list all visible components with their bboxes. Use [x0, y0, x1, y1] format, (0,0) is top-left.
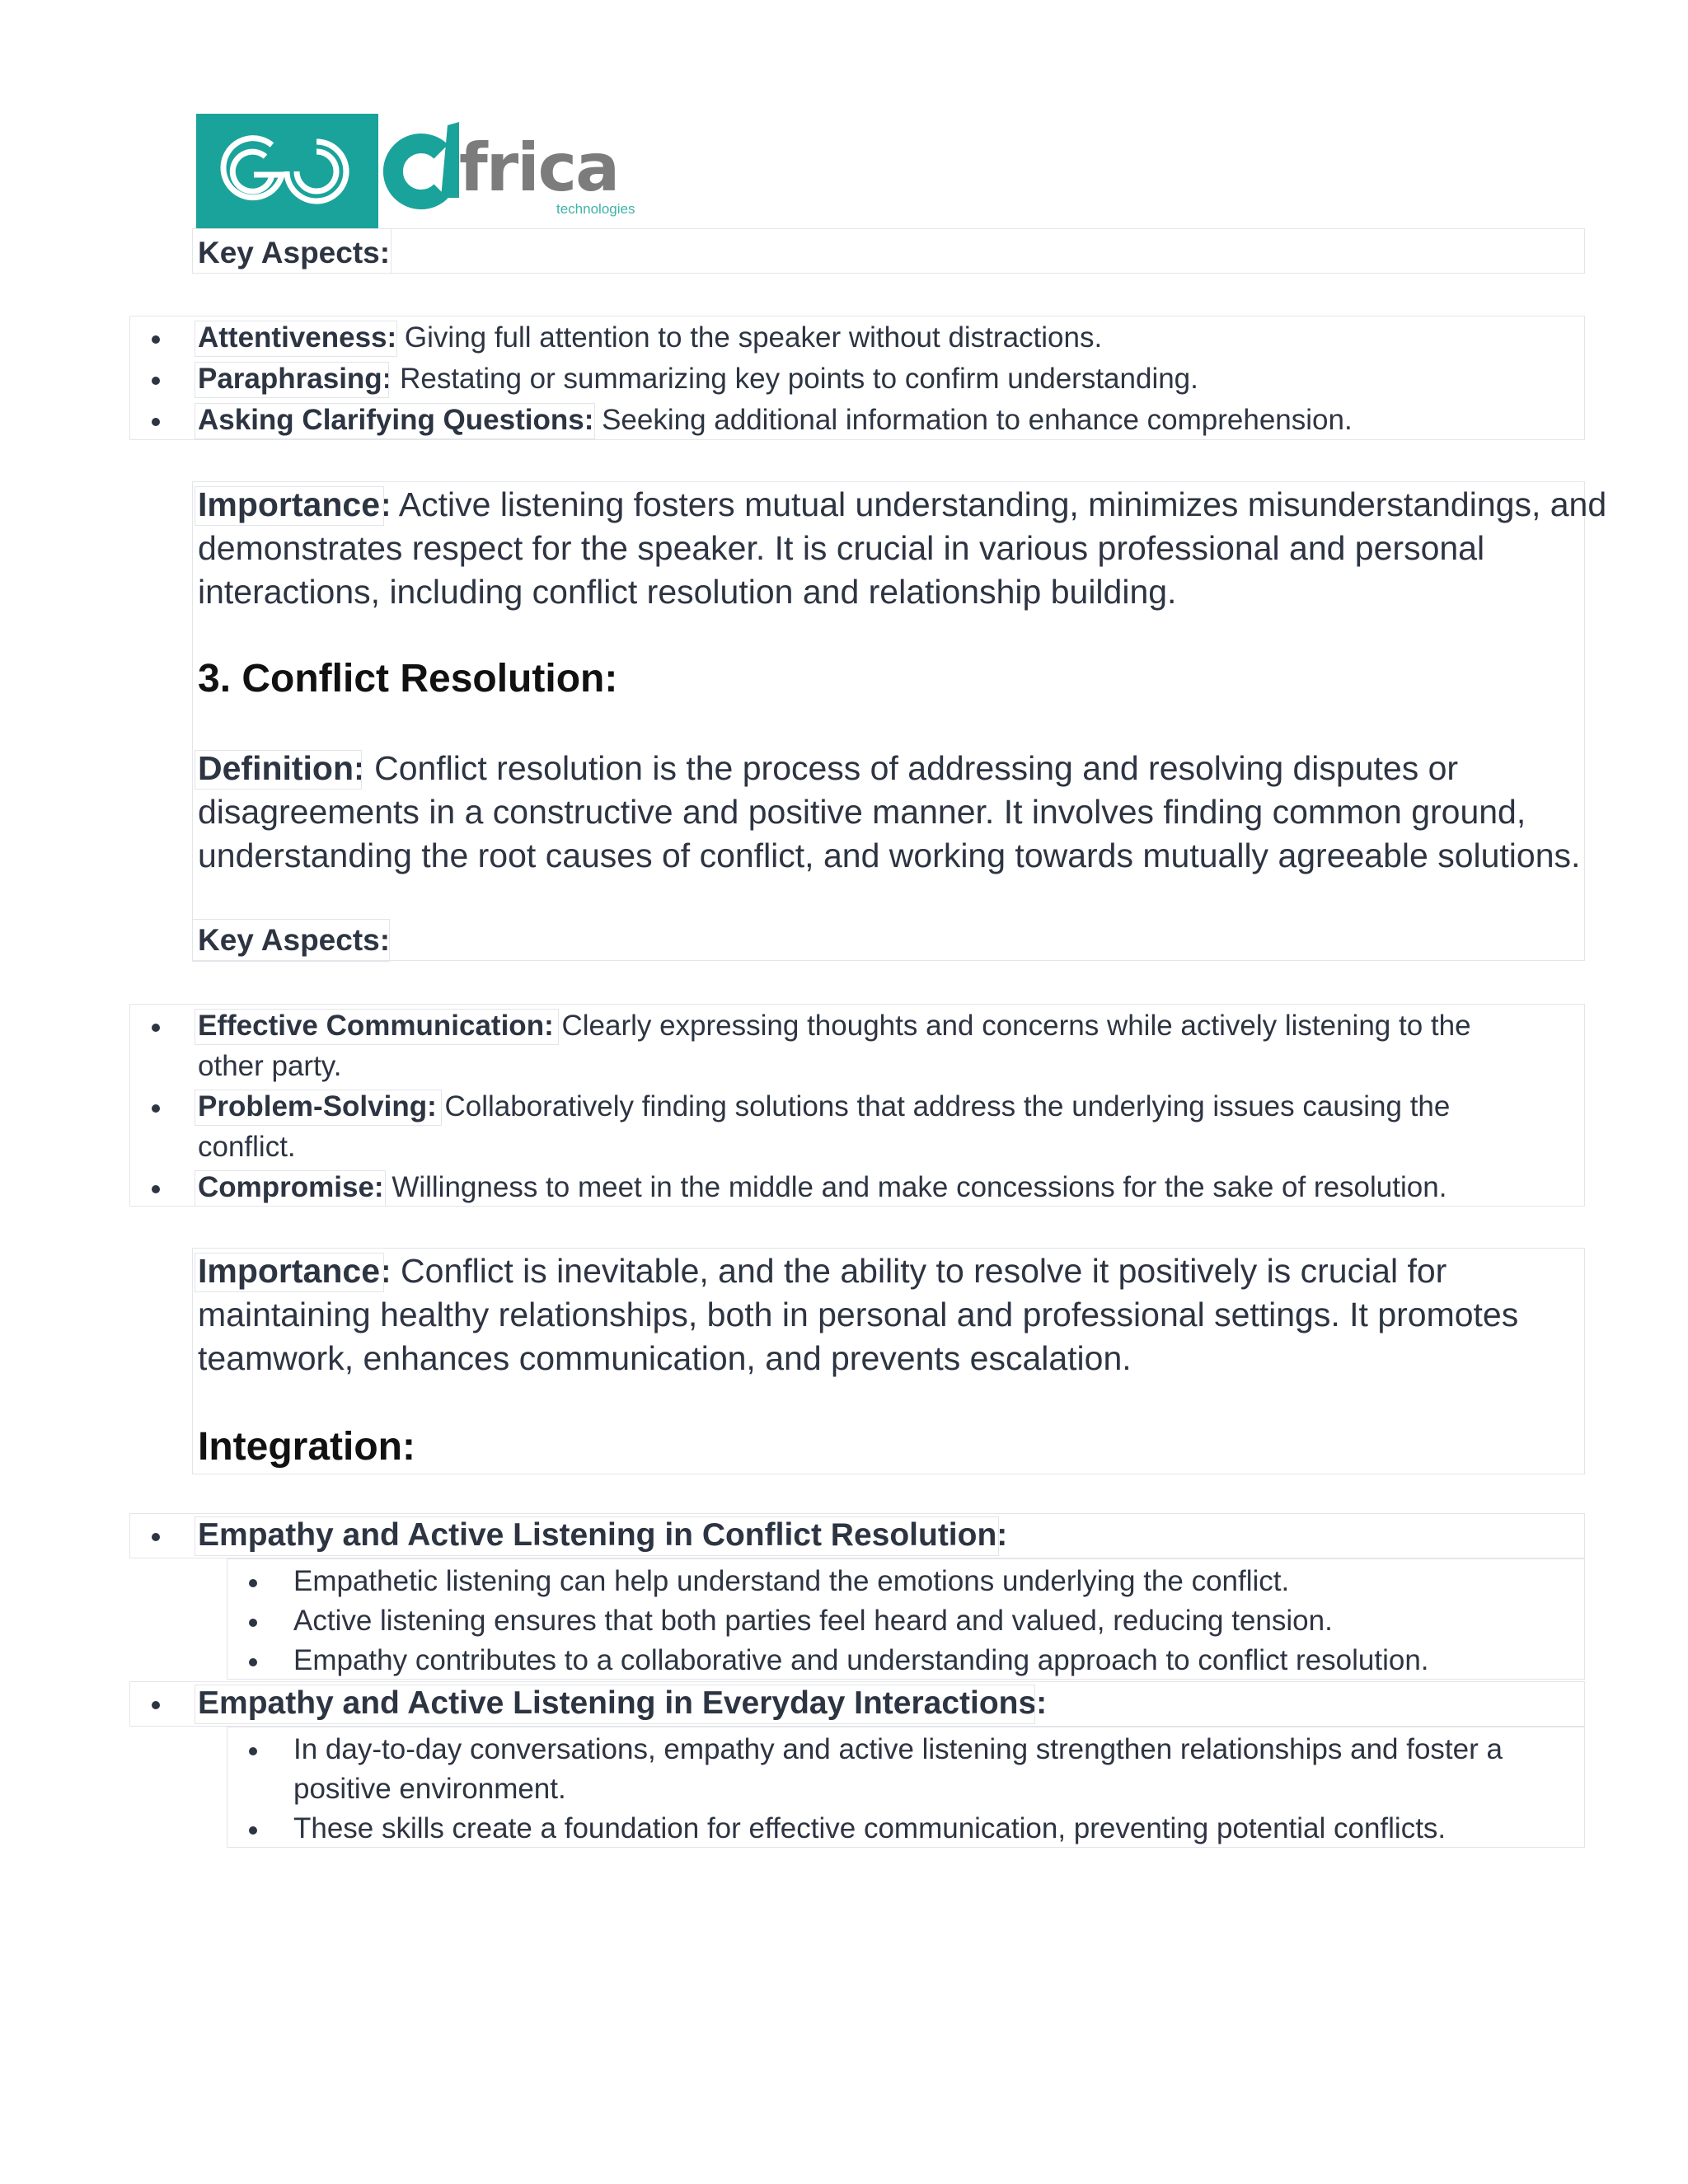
- sub-list-item: positive environment.: [293, 1773, 566, 1805]
- bullet-icon: [152, 335, 160, 344]
- integration-item-title: Empathy and Active Listening in Conflict Resolution:: [198, 1517, 1008, 1553]
- logo-go-mark: [196, 114, 378, 229]
- bullet-icon: [249, 1619, 257, 1627]
- bullet-icon: [249, 1658, 257, 1666]
- key-aspects-heading: Key Aspects:: [198, 236, 391, 269]
- logo-tagline: technologies: [556, 201, 635, 217]
- importance-2-text: Conflict is inevitable, and the ability to resolve it positively is crucial for: [391, 1252, 1447, 1290]
- item-text: Willingness to meet in the middle and make concessions for the sake of resolution.: [383, 1171, 1447, 1203]
- company-logo: [196, 114, 663, 229]
- importance-2-line: [198, 1337, 1132, 1380]
- item-label: Effective Communication:: [198, 1010, 554, 1042]
- item-text: Seeking additional information to enhance comprehension.: [593, 404, 1353, 436]
- item-label: Definition:: [198, 749, 365, 787]
- importance-1-line: [198, 570, 1176, 614]
- definition-line: [198, 834, 1580, 878]
- bullet-icon: [152, 1104, 160, 1113]
- label-highlight-box: [195, 1685, 1035, 1724]
- key-aspects-section-box: [192, 228, 1585, 274]
- key-aspects-2-heading: Key Aspects:: [198, 923, 391, 957]
- importance-1-line: [198, 483, 1606, 527]
- label-highlight-box: [195, 321, 397, 357]
- importance-1-text: demonstrates respect for the speaker. It is crucial in various professional and personal: [198, 529, 1485, 567]
- logo-word: frica: [459, 129, 619, 206]
- bullet-icon: [152, 377, 160, 385]
- bullet-icon: [152, 1533, 160, 1541]
- integration-heading: Integration:: [198, 1425, 415, 1469]
- item-text: Restating or summarizing key points to confirm understanding.: [392, 363, 1198, 395]
- bullet-icon: [152, 1701, 160, 1709]
- item-label: Problem-Solving:: [198, 1090, 437, 1122]
- integration-item-title: Empathy and Active Listening in Everyday Interactions:: [198, 1685, 1048, 1721]
- item-text: Collaboratively finding solutions that address the underlying issues causing the: [436, 1090, 1451, 1122]
- item-label: Attentiveness:: [198, 321, 397, 354]
- sub-list-item: These skills create a foundation for effective communication, preventing potential conflicts.: [293, 1812, 1447, 1844]
- label-highlight-box: [195, 750, 362, 790]
- sub-list-item: Active listening ensures that both parties feel heard and valued, reducing tension.: [293, 1605, 1333, 1637]
- importance-2-line: [198, 1293, 1518, 1337]
- label-highlight-box: [195, 403, 595, 439]
- definition-text: Conflict resolution is the process of addressing and resolving disputes or: [364, 749, 1459, 787]
- item-label: Importance:: [198, 485, 392, 523]
- bullet-icon: [152, 1024, 160, 1032]
- item-label: Compromise:: [198, 1171, 384, 1203]
- importance-1-text: interactions, including conflict resolution and relationship building.: [198, 573, 1177, 611]
- definition-line: [198, 747, 1458, 790]
- item-label: Asking Clarifying Questions:: [198, 404, 594, 436]
- sub-list-item: Empathy contributes to a collaborative and understanding approach to conflict resolution.: [293, 1644, 1429, 1676]
- list-item-continuation: conflict.: [198, 1131, 296, 1163]
- bullet-icon: [249, 1826, 257, 1835]
- item-text: Giving full attention to the speaker without distractions.: [396, 321, 1103, 354]
- importance-1-line: [198, 527, 1484, 570]
- definition-text: disagreements in a constructive and positive manner. It involves finding common ground,: [198, 793, 1526, 831]
- bullet-icon: [152, 1185, 160, 1193]
- list-item-continuation: other party.: [198, 1050, 342, 1082]
- label-highlight-box: [195, 1253, 384, 1292]
- conflict-resolution-heading: 3. Conflict Resolution:: [198, 657, 618, 701]
- item-label: Importance:: [198, 1252, 392, 1290]
- importance-1-text: Active listening fosters mutual understanding, minimizes misunderstandings, and: [391, 485, 1607, 523]
- sub-list-item: In day-to-day conversations, empathy and active listening strengthen relationships and foster a: [293, 1733, 1503, 1765]
- logo-wordmark: [383, 114, 663, 229]
- definition-text: understanding the root causes of conflict, and working towards mutually agreeable solutions.: [198, 837, 1581, 874]
- label-highlight-box: [195, 362, 389, 398]
- item-text: Clearly expressing thoughts and concerns while actively listening to the: [553, 1010, 1471, 1042]
- label-highlight-box: [195, 1170, 386, 1207]
- bullet-icon: [152, 418, 160, 426]
- label-highlight-box: [195, 486, 384, 526]
- bullet-icon: [249, 1747, 257, 1755]
- importance-2-text: maintaining healthy relationships, both in personal and professional settings. It promotes: [198, 1296, 1519, 1333]
- sub-list-item: Empathetic listening can help understand the emotions underlying the conflict.: [293, 1565, 1290, 1597]
- logo-a-mark: [383, 119, 462, 209]
- importance-2-line: [198, 1249, 1447, 1293]
- label-highlight-box: [195, 1090, 442, 1126]
- importance-2-text: teamwork, enhances communication, and prevents escalation.: [198, 1339, 1132, 1377]
- bullet-icon: [249, 1579, 257, 1587]
- item-label: Paraphrasing:: [198, 363, 392, 395]
- definition-line: [198, 790, 1526, 834]
- label-highlight-box: [195, 1009, 559, 1045]
- label-highlight-box: [195, 1516, 999, 1556]
